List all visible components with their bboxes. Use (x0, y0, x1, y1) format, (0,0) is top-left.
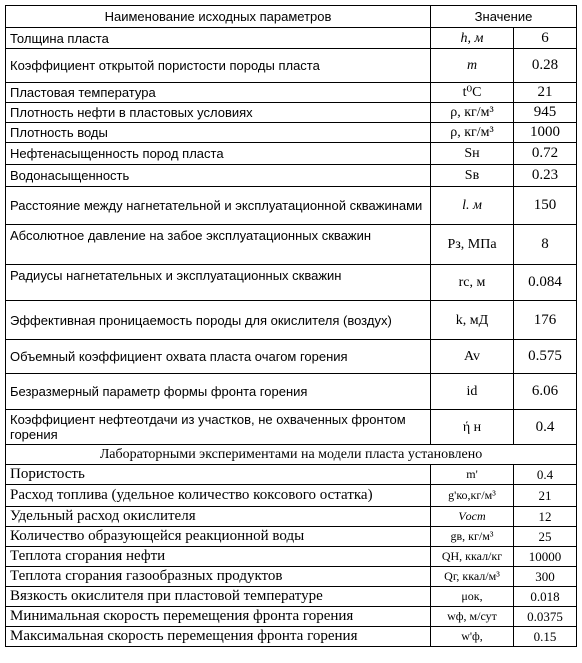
table-row (6, 123, 577, 143)
lab-param-value: 0.15 (514, 627, 577, 647)
lab-param-value: 25 (514, 527, 577, 547)
param-symbol: Sн (431, 143, 514, 165)
param-name: Пластовая температура (6, 83, 431, 103)
table-row (6, 587, 577, 607)
section-header-row (6, 445, 577, 465)
lab-param-value: 300 (514, 567, 577, 587)
param-value: 945 (514, 103, 577, 123)
lab-param-name: Расход топлива (удельное количество коксового остатка) (6, 485, 431, 507)
header-value-cell: Значение (431, 6, 577, 28)
param-value: 0.72 (514, 143, 577, 165)
param-symbol: l. м (431, 187, 514, 225)
lab-param-name: Теплота сгорания нефти (6, 547, 431, 567)
param-symbol: h, м (431, 28, 514, 49)
param-value: 6 (514, 28, 577, 49)
param-name: Водонасыщенность (6, 165, 431, 187)
table-row (6, 143, 577, 165)
param-symbol: ή н (431, 410, 514, 445)
lab-param-symbol: Vост (431, 507, 514, 527)
param-name: Плотность нефти в пластовых условиях (6, 103, 431, 123)
lab-param-symbol: μок, (431, 587, 514, 607)
lab-param-symbol: w'ф, (431, 627, 514, 647)
table-row (6, 49, 577, 83)
lab-param-symbol: QH, ккал/кг (431, 547, 514, 567)
param-value: 0.28 (514, 49, 577, 83)
param-name: Радиусы нагнетательных и эксплуатационных скважин (6, 265, 431, 301)
table-row (6, 83, 577, 103)
lab-param-symbol: Qг, ккал/м³ (431, 567, 514, 587)
table-row (6, 567, 577, 587)
param-value: 8 (514, 225, 577, 265)
lab-param-name: Минимальная скорость перемещения фронта горения (6, 607, 431, 627)
table-row (6, 507, 577, 527)
header-name-cell: Наименование исходных параметров (6, 6, 431, 28)
table-row (6, 527, 577, 547)
param-symbol: Sв (431, 165, 514, 187)
param-value: 1000 (514, 123, 577, 143)
lab-param-name: Максимальная скорость перемещения фронта горения (6, 627, 431, 647)
param-name: Толщина пласта (6, 28, 431, 49)
param-symbol: ρ, кг/м³ (431, 103, 514, 123)
param-name: Абсолютное давление на забое эксплуатационных скважин (6, 225, 431, 265)
param-value: 6.06 (514, 374, 577, 410)
table-row (6, 410, 577, 445)
param-name: Эффективная проницаемость породы для окислителя (воздух) (6, 301, 431, 340)
lab-param-symbol: m' (431, 465, 514, 485)
lab-param-name: Теплота сгорания газообразных продуктов (6, 567, 431, 587)
table-row (6, 225, 577, 265)
lab-param-name: Удельный расход окислителя (6, 507, 431, 527)
param-symbol: rс, м (431, 265, 514, 301)
lab-param-name: Вязкость окислителя при пластовой температуре (6, 587, 431, 607)
table-row (6, 627, 577, 647)
param-value: 176 (514, 301, 577, 340)
param-symbol: ρ, кг/м³ (431, 123, 514, 143)
lab-param-value: 0.018 (514, 587, 577, 607)
param-value: 0.575 (514, 340, 577, 374)
lab-param-symbol: wф, м/сут (431, 607, 514, 627)
lab-param-value: 12 (514, 507, 577, 527)
table-row (6, 547, 577, 567)
table-row (6, 374, 577, 410)
param-name: Плотность воды (6, 123, 431, 143)
param-symbol: Av (431, 340, 514, 374)
table-row (6, 28, 577, 49)
param-symbol: k, мД (431, 301, 514, 340)
param-name: Нефтенасыщенность пород пласта (6, 143, 431, 165)
lab-param-name: Количество образующейся реакционной воды (6, 527, 431, 547)
param-name: Безразмерный параметр формы фронта горения (6, 374, 431, 410)
param-name: Расстояние между нагнетательной и эксплуатационной скважинами (6, 187, 431, 225)
param-symbol: id (431, 374, 514, 410)
param-value: 0.084 (514, 265, 577, 301)
param-name: Объемный коэффициент охвата пласта очагом горения (6, 340, 431, 374)
lab-param-symbol: g'ко,кг/м³ (431, 485, 514, 507)
table-row (6, 340, 577, 374)
parameters-table-wrapper (5, 5, 576, 647)
table-header-row (6, 6, 577, 28)
section-title: Лабораторными экспериментами на модели пласта установлено (6, 445, 577, 465)
table-row (6, 165, 577, 187)
table-row (6, 103, 577, 123)
param-value: 0.4 (514, 410, 577, 445)
param-value: 0.23 (514, 165, 577, 187)
lab-param-value: 10000 (514, 547, 577, 567)
table-row (6, 465, 577, 485)
param-value: 21 (514, 83, 577, 103)
table-row (6, 265, 577, 301)
lab-param-value: 0.4 (514, 465, 577, 485)
param-symbol: m (431, 49, 514, 83)
param-value: 150 (514, 187, 577, 225)
parameters-table (5, 5, 577, 647)
lab-param-value: 0.0375 (514, 607, 577, 627)
table-row (6, 485, 577, 507)
table-row (6, 301, 577, 340)
table-row (6, 607, 577, 627)
param-name: Коэффициент открытой пористости породы пласта (6, 49, 431, 83)
param-name: Коэффициент нефтеотдачи из участков, не охваченных фронтом горения (6, 410, 431, 445)
param-symbol: t⁰C (431, 83, 514, 103)
lab-param-name: Пористость (6, 465, 431, 485)
lab-param-symbol: gв, кг/м³ (431, 527, 514, 547)
param-symbol: Рз, МПа (431, 225, 514, 265)
lab-param-value: 21 (514, 485, 577, 507)
table-row (6, 187, 577, 225)
